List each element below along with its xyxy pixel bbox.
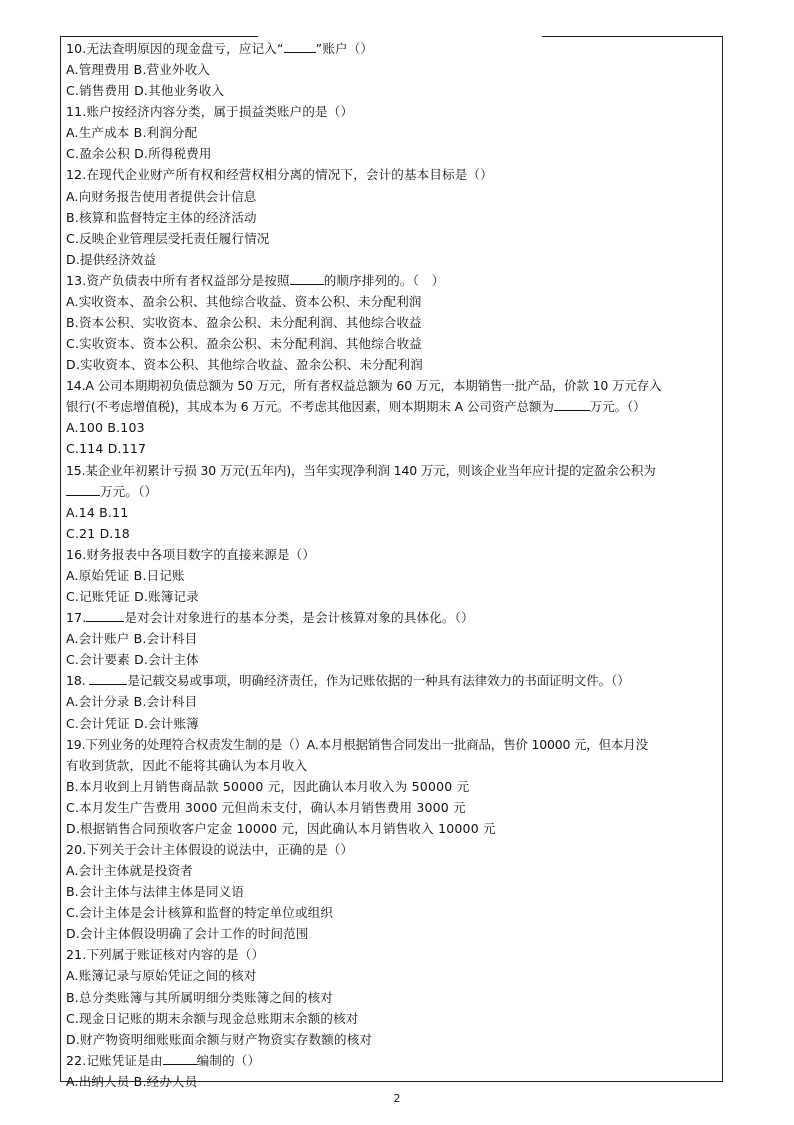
question-list [66, 38, 718, 1092]
question-14-stem: 14.A 公司本期期初负债总额为 50 万元，所有者权益总额为 60 万元，本期销售一批产品，价款 10 万元存入 [66, 378, 662, 394]
question-20-option: D.会计主体假设明确了会计工作的时间范围 [66, 926, 309, 942]
question-stem-text: 万元。（） [589, 399, 646, 415]
question-11-stem: 11.账户按经济内容分类，属于损益类账户的是（） [66, 104, 354, 120]
answer-blank [554, 397, 590, 411]
question-15-option: A.14 B.11 [66, 504, 129, 520]
question-22-stem [66, 1050, 718, 1071]
question-10-stem [66, 38, 718, 59]
question-stem-text: 17. [66, 610, 87, 626]
question-11-option: A.生产成本 B.利润分配 [66, 125, 198, 141]
question-17-option: A.会计账户 B.会计科目 [66, 631, 198, 647]
question-19-stem: 19.下列业务的处理符合权责发生制的是（）A.本月根据销售合同发出一批商品，售价 10000 元，但本月没 [66, 736, 648, 752]
answer-blank [66, 482, 100, 496]
question-20-option: B.会计主体与法律主体是同义语 [66, 884, 245, 900]
question-18-stem [66, 670, 718, 691]
question-20-option: A.会计主体就是投资者 [66, 863, 194, 879]
question-17-stem [66, 607, 718, 628]
question-15-option: C.21 D.18 [66, 525, 130, 541]
question-20-stem: 20.下列关于会计主体假设的说法中，正确的是（） [66, 841, 354, 857]
question-stem-text: 13.资产负债表中所有者权益部分是按照 [66, 272, 290, 288]
question-13-stem [66, 270, 718, 291]
question-19-option: B.本月收到上月销售商品款 50000 元，因此确认本月收入为 50000 元 [66, 778, 470, 794]
question-16-option: C.记账凭证 D.账簿记录 [66, 589, 199, 605]
question-stem-text: 是记载交易或事项，明确经济责任，作为记账依据的一种具有法律效力的书面证明文件。（） [127, 673, 630, 689]
answer-blank [86, 608, 124, 622]
question-21-option: B.总分类账簿与其所属明细分类账簿之间的核对 [66, 989, 333, 1005]
question-19-option: D.根据销售合同预收客户定金 10000 元，因此确认本月销售收入 10000 元 [66, 820, 496, 836]
question-13-option: B.资本公积、实收资本、盈余公积、未分配利润、其他综合收益 [66, 315, 422, 331]
question-21-stem: 21.下列属于账证核对内容的是（） [66, 947, 265, 963]
question-10-option: C.销售费用 D.其他业务收入 [66, 83, 225, 99]
question-stem-text: 银行(不考虑增值税)，其成本为 6 万元。不考虑其他因素，则本期期末 A 公司资产总额为 [66, 399, 554, 415]
question-12-stem: 12.在现代企业财产所有权和经营权相分离的情况下，会计的基本目标是（） [66, 167, 493, 183]
question-18-option: A.会计分录 B.会计科目 [66, 694, 198, 710]
question-stem-text: 是对会计对象进行的基本分类，是会计核算对象的具体化。（） [124, 610, 474, 626]
question-20-option: C.会计主体是会计核算和监督的特定单位或组织 [66, 905, 334, 921]
question-stem-text: 10.无法查明原因的现金盘亏，应记入“ [66, 41, 284, 56]
question-12-option: A.向财务报告使用者提供会计信息 [66, 188, 257, 204]
question-16-option: A.原始凭证 B.日记账 [66, 567, 185, 583]
answer-blank [284, 39, 316, 53]
question-16-stem: 16.财务报表中各项目数字的直接来源是（） [66, 546, 316, 562]
question-19-option: C.本月发生广告费用 3000 元但尚未支付，确认本月销售费用 3000 元 [66, 799, 466, 815]
question-stem-text: 22.记账凭证是由 [66, 1052, 163, 1068]
question-12-option: C.反映企业管理层受托责任履行情况 [66, 230, 270, 246]
question-13-option: D.实收资本、资本公积、其他综合收益、盈余公积、未分配利润 [66, 357, 423, 373]
answer-blank [89, 671, 127, 685]
question-stem-text: 万元。（） [100, 483, 158, 499]
question-stem-text: 的顺序排列的。（ ） [323, 272, 445, 288]
answer-blank [290, 271, 324, 285]
question-13-option: C.实收资本、资本公积、盈余公积、未分配利润、其他综合收益 [66, 336, 423, 352]
question-11-option: C.盈余公积 D.所得税费用 [66, 146, 212, 162]
question-22-option: A.出纳人员 B.经办人员 [66, 1073, 198, 1089]
question-19-stem-cont: 有收到货款，因此不能将其确认为本月收入 [66, 757, 308, 773]
question-21-option: D.财产物资明细账账面余额与财产物资实存数额的核对 [66, 1031, 373, 1047]
answer-blank [163, 1051, 197, 1065]
question-12-option: B.核算和监督特定主体的经济活动 [66, 209, 257, 225]
question-17-option: C.会计要素 D.会计主体 [66, 652, 199, 668]
question-15-stem-cont [66, 481, 718, 502]
question-14-option: A.100 B.103 [66, 420, 145, 436]
question-14-option: C.114 D.117 [66, 441, 147, 457]
question-21-option: A.账簿记录与原始凭证之间的核对 [66, 968, 257, 984]
question-stem-text: 编制的（） [196, 1052, 261, 1068]
question-12-option: D.提供经济效益 [66, 251, 157, 267]
question-13-option: A.实收资本、盈余公积、其他综合收益、资本公积、未分配利润 [66, 293, 422, 309]
question-14-stem-cont [66, 396, 718, 417]
question-stem-text: ”账户（） [315, 41, 374, 56]
page-number: 2 [393, 1092, 401, 1105]
question-21-option: C.现金日记账的期末余额与现金总账期末余额的核对 [66, 1010, 359, 1026]
question-10-option: A.管理费用 B.营业外收入 [66, 62, 211, 78]
question-18-option: C.会计凭证 D.会计账簿 [66, 715, 199, 731]
question-stem-text: 18. [66, 673, 90, 689]
question-15-stem: 15.某企业年初累计亏损 30 万元(五年内)，当年实现净利润 140 万元，则该企业当年应计提的定盈余公积为 [66, 462, 656, 478]
